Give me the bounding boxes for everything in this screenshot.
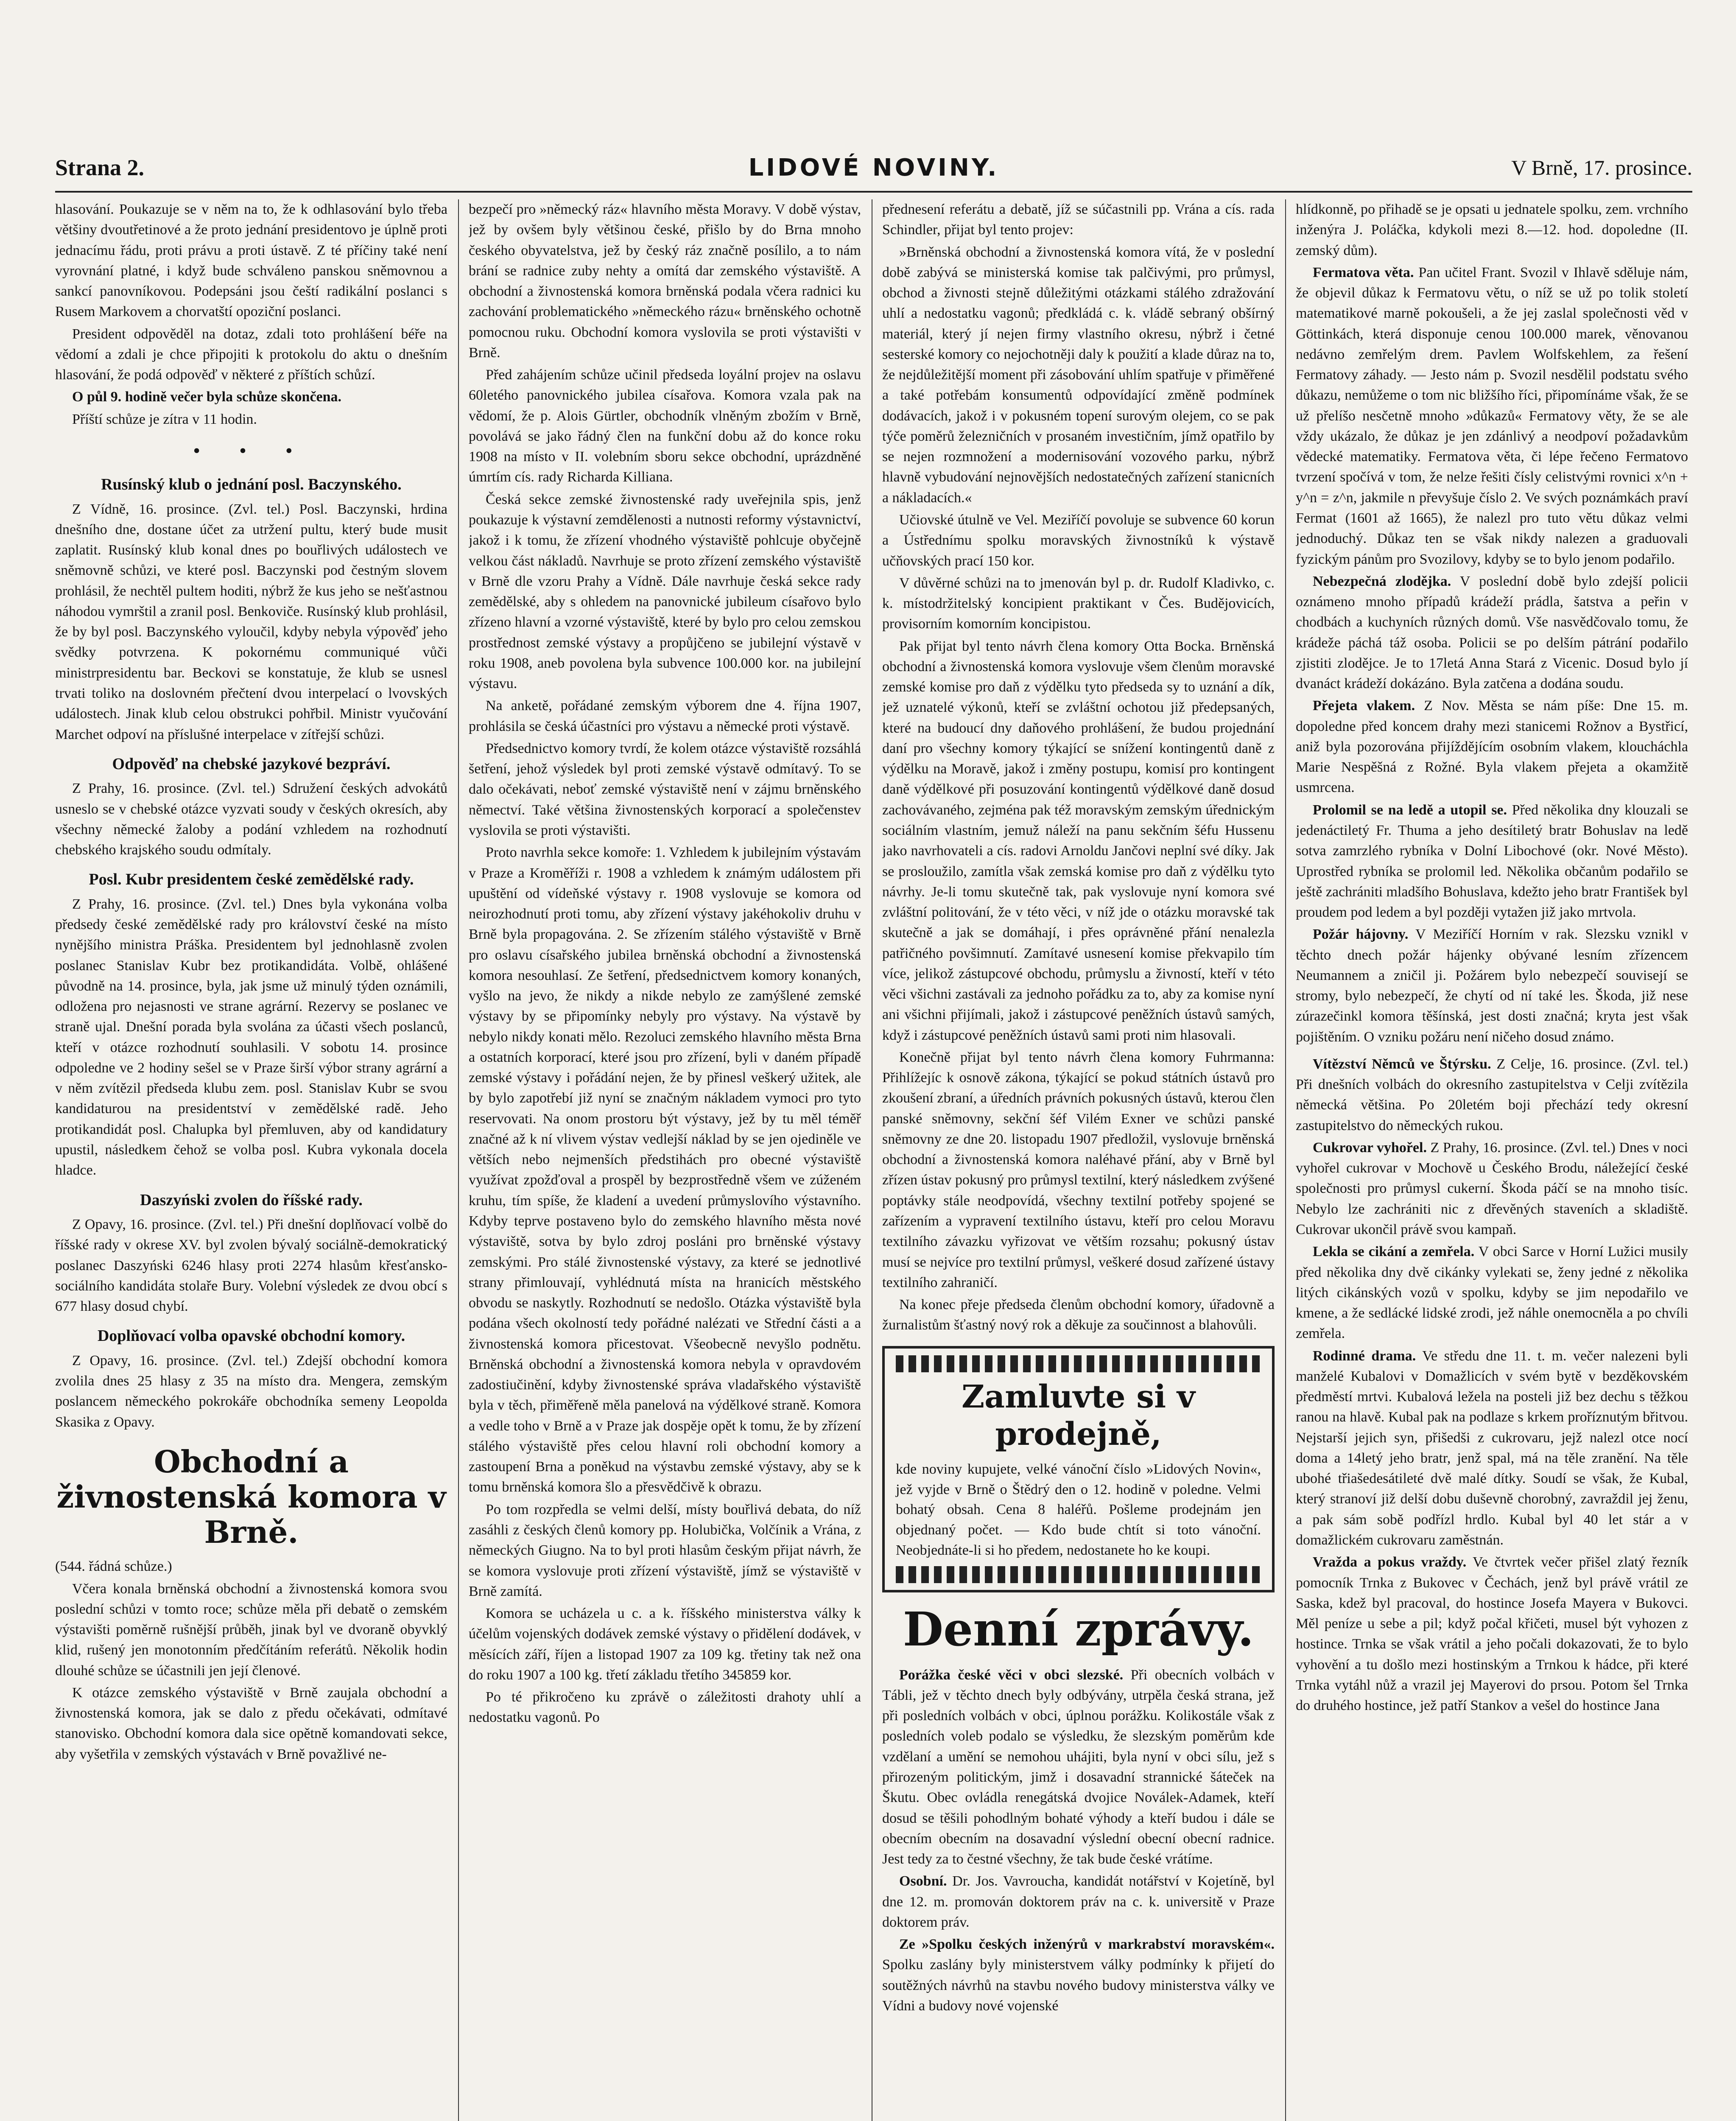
article-text: »Brněnská obchodní a živnostenská komora vítá, že v poslední době zabývá se ministerská komise tak palčivými, pro průmysl, obchod a živnosti stejně důležitými otázkami stálého zdražování uhlí a nedostatku vagonů; předkládá c. k. vládě sebraný obšírný materiál, který jí nejen firmy vlastního okresu, nýbrž i četné sesterské komory co nejochotněji daly k použití a klade důraz na to, že nejdůležitější moment při zásobování uhlím spatřuje v přiměřené a také potřebám konsumentů odpovídající změně podmínek dodávacích, jakož i v pokusném topení surovým olejem, co se pak týče poměrů železničních v prosaném investičním, jímž opatřilo by se nejen rozmnožení a modernisování vozového parku, nýbrž hlavně vybudování nejnovějších nedostatečných zařízení stanicních a nákladacích.« xyxy=(882,244,1275,506)
headline-vitezstvi-nemcu: Vítězství Němců ve Štýrsku. xyxy=(1313,1056,1491,1072)
article-text: Včera konala brněnská obchodní a živnostenská komora svou poslední schůzi v tomto roce; schůze měla při debatě o zemském výstavišti poměrně rušnější průběh, jinak byl ve dvoraně obyvklý klid, rušený jen monotonním předčítáním referátů. Několik hodin dlouhé schůze se účastnili jen její členové. xyxy=(55,1581,447,1679)
article-text: Z Celje, 16. prosince. (Zvl. tel.) Při dnešních volbách do okresního zastupitelstva v Celji zvítězila německá většina. Po 20letém boji přechází tedy okresní zastupitelstvo do německých rukou. xyxy=(1296,1056,1688,1133)
article-text: Proto navrhla sekce komoře: 1. Vzhledem k jubilejním výstavám v Praze a Kroměříži r. 1908 a vzhledem k známým událostem při upuštění od vídeňské výstavy r. 1908 vyslovuje se komora od neirozhodnutí proti tomu, aby zřízení výstavy jakéhokoliv druhu v Brně byla propagována. 2. Se zřízením stálého výstaviště v Brně pro oslavu císařského jubilea brněnská obchodní a živnostenská komora nesouhlasí. Ze šetření, předsednictvem komory konaných, vyšlo na jevo, že nikdy a nikde nebylo ze zamýšlené zemské výstavy by se připomínky nebyly pro výstavy. Na výstavě by nebylo nikdy konati mělo. Rezoluci zemského hlavního města Brna a ostatních korporací, které jsou pro zřízení, byli v daném případě zemské výstavy i pořádání nejen, že by přinesl veškerý užitek, ale by bylo zapotřebí již nyní se značným nákladem vymoci pro tyto reservovati. Na onom prostoru být výstavy, jež by tu měl téměř značné až k ní vlivem výstav vedlejší náklad by se jen ojediněle ve větších nebo nejmenších předstihách pro obecné výstaviště využívat zpožďoval a prospěl by bezprostředně všem ve zúženém kruhu, tím spíše, že kladení a uvedení průmyslovího výstavního. Kdyby teprve postaveno bylo do zemského hlavního města nové výstaviště, sotva by bylo zdroj posláni pro brněnské výstavy zemskými. Pro stálé živnostenské výstavy, za které se jednotlivé strany přimlouvají, vyhlédnutá místa na hranicích městského obvodu se naskytly. Rozhodnutí se nedošlo. Otázka výstaviště byla podána všech okolností tedy pořádné nalézati ve Střední části a a živnostenská komora přicestovat. Všeobecně nevyšlo podnětu. Brněnská obchodní a živnostenská komora nebyla v opravdovém zadostiučinění, kdyby živnostenské správa vladařského výstaviště byla v těch, přiměřeně měla panelová na výdělkové straně. Komora a vedle toho v Brně a v Praze jak dospěje opět k tomu, že by zřízení stálého výstaviště přes celou hlavní roli obchodní komory a zastoupení Brna a poněkud na výstavbu zemské výstavy, aby se k tomu brněnská komora šlo a přesvědčivě k obrazu. xyxy=(469,845,861,1495)
headline-rusinsky-klub: Rusínský klub o jednání posl. Baczynského. xyxy=(101,476,402,494)
article-text: Po tom rozpředla se velmi delší, místy bouřlivá debata, do níž zasáhli z českých členů komory pp. Holubička, Volčínik a Vrána, z německých Giugno. Na to byl proti hlasům českým přijat návrh, že se komora vyslovuje proti zřízení výstaviště, jímž se výstaviště v Brně zamítá. xyxy=(469,1501,861,1599)
article-subtitle: (544. řádná schůze.) xyxy=(55,1559,172,1575)
headline-daszynski: Daszyński zvolen do říšské rady. xyxy=(140,1191,363,1209)
column-4 xyxy=(1296,199,1688,2121)
article-text: Pan učitel Frant. Svozil v Ihlavě sděluje nám, že objevil důkaz k Fermatovu větu, o níž se už po tolik století matematikové marně pokoušeli, a že jej zaslal společnosti věd v Göttinkách, která disponuje cenou 100.000 marek, věnovanou nedávno zemřelým drem. Pavlem Wolfskehlem, za řešení Fermatovy záhady. — Jesto nám p. Svozil nesdělil podstatu svého důkazu, nemůžeme o tom nic bližšího říci, připomínáme však, že se už přelíšo nesčetně mnoho »důkazů« Fermatovy věty, že se ale vždy ukázalo, že důkaz je jen zdánlivý a neodpoví požadavkům vědecké matematiky. Fermatova věta, či lépe řečeno Fermatovo tvrzení spočívá v tom, že nelze řešiti čísly celistvými rovnici x^n + y^n = z^n, jakmile n převyšuje číslo 2. Ve svých poznámkách praví Fermat (1601 až 1665), že nalezl pro tuto větu důkaz velmi jednoduchý. Důkaz ten se však nikdy nalezen a graduovali fyzickým pánům pro Svozilovy, kdyby se to bylo jenom podařilo. xyxy=(1296,264,1688,567)
masthead-rule xyxy=(55,191,1692,193)
headline-fermatova-veta: Fermatova věta. xyxy=(1313,264,1414,280)
page-label: Strana 2. xyxy=(55,155,145,180)
article-text: Spolku zaslány byly ministerstvem války podmínky k přijetí do soutěžných návrhů na stavbu nového budovy ministerstva války ve Vídni a budovy nové vojenské xyxy=(882,1957,1275,2014)
article-text: Před zahájením schůze učinil předseda loyální projev na oslavu 60letého panovnického jubilea císařova. Komora vzala pak na vědomí, že p. Alois Gürtler, obchodník vlněným zbožím v Brně, povolává se jako řádný člen na funkční dobu až do konce roku 1908 na místo v II. volebním sboru sekce obchodní, uprázdněné úmrtím cís. rady Richarda Killiana. xyxy=(469,367,861,485)
masthead xyxy=(55,148,1692,187)
article-text: Z Vídně, 16. prosince. (Zvl. tel.) Posl. Baczynski, hrdina dnešního dne, dostane účet za utržení pultu, který bude musit zaplatit. Rusínský klub konal dnes po bouřlivých událostech ve sněmovně schůzi, ve které posl. Baczynski pod čestným slovem prohlásil, že nechtěl pultem hoditi, nýbrž že kus jeho se nešťastnou náhodou vymrštil a zranil posl. Benkoviče. Rusínský klub prohlásil, že by byl posl. Baczynského vyloučil, kdyby nebyla výpověď jeho svědky potvrzena. K pokornému communiqué vůči ministrpresidentu bar. Beckovi se konstatuje, že klub se usnesl trvati toliko na doslovném přečtení dvou interpelací o lvovských událostech. Jinak klub celou obstrukci pohřbil. Ministr vyučování Marchet odpoví na příslušné interpelace v zítřejší schůzi. xyxy=(55,501,447,742)
ad-ornament-band xyxy=(896,1566,1261,1583)
ad-title: Zamluvte si v prodejně, xyxy=(962,1378,1195,1453)
section-dots: • • • xyxy=(193,439,310,462)
headline-spolek-inzenyru: Ze »Spolku českých inženýrů v markrabství moravském«. xyxy=(899,1936,1275,1953)
headline-porazka: Porážka české věci v obci slezské. xyxy=(899,1667,1124,1683)
headline-kubr: Posl. Kubr presidentem české zemědělské rady. xyxy=(89,870,414,889)
article-text: přednesení referátu a debatě, jíž se súčastnili pp. Vrána a cís. rada Schindler, přijat byl tento projev: xyxy=(882,201,1275,238)
article-text: Z Prahy, 16. prosince. (Zvl. tel.) Dnes v noci vyhořel cukrovar v Mochově u Českého Brodu, náležející české společnosti pro průmysl cukerní. Škoda páčí se na mnoho tisíc. Nebylo lze zachrániti nic z dřevěných staveních a skladiště. Cukrovar ukončil právě svou kampaň. xyxy=(1296,1139,1688,1238)
article-text: Z Prahy, 16. prosince. (Zvl. tel.) Dnes byla vykonána volba předsedy české zemědělské rady pro království české na místo nynějšího ministra Práška. Presidentem byl jednohlasně zvolen poslanec Stanislav Kubr bez protikandidáta. Volbě, ohlášené původně na 14. prosince, byla, jak jsme už minulý týden oznámili, odložena pro nejasnosti ve strane agrární. Rezervy se poslanec ve straně ujal. Dnešní porada byla svolána za účasti všech poslanců, kteří v otázce rozhodnutí souhlasili. V sobotu 14. prosince odpoledne ve 2 hodiny sešel se v Praze širší výbor strany agrární a v něm zvítězil předseda klubu zem. posl. Stanislav Kubr se svou kandidaturou na presidentství v zemědělské radě. Jeho protikandidát posl. Chalupka byl přemluven, aby od kandidatury upustil, následkem čehož se volba posl. Kubra vykonala docela hladce. xyxy=(55,896,447,1178)
article-text: Na konec přeje předseda členům obchodní komory, úřadovně a žurnalistům šťastný nový rok a děkuje za součinnost a blahovůli. xyxy=(882,1297,1275,1333)
headline-osobni: Osobní. xyxy=(899,1873,947,1889)
headline-lekla-se: Lekla se cikání a zemřela. xyxy=(1313,1244,1475,1260)
headline-prejeta: Přejeta vlakem. xyxy=(1313,698,1415,714)
headline-rodinne-drama: Rodinné drama. xyxy=(1313,1348,1416,1364)
section-title-denni-zpravy: Denní zprávy. xyxy=(903,1602,1254,1657)
article-text: President odpověděl na dotaz, zdali toto prohlášení béře na vědomí a zdali je chce připojiti k protokolu do aktu o dnešním hlasování, že podá odpověď v některé z příštích schůzí. xyxy=(55,326,447,383)
article-text: V důvěrné schůzi na to jmenován byl p. dr. Rudolf Kladivko, c. k. místodržitelský koncipient praktikant v Čes. Budějovicích, provisorním komorním koncipistou. xyxy=(882,575,1275,632)
headline-utopil-se: Prolomil se na ledě a utopil se. xyxy=(1313,802,1507,818)
article-text: O půl 9. hodině večer byla schůze skončena. xyxy=(72,389,342,405)
headline-pozar-hajovny: Požár hájovny. xyxy=(1313,926,1409,943)
article-text: V obci Sarce v Horní Lužici musily před několika dny dvě cikánky vylekati se, ženy jedné z několika litých cikánských vozů v spolku, kdyby se jim nepodařilo ve kmene, a že sedlácké lidské zrodi, jež náhle onemocněla a po chvíli zemřela. xyxy=(1296,1244,1688,1342)
column-2 xyxy=(469,199,861,2121)
article-text: Česká sekce zemské živnostenské rady uveřejnila spis, jenž poukazuje k výstavní zemdělenosti a nutnosti reformy výstavnictví, jakož i k tomu, že zřízení vhodného výstaviště pohlcuje obyčejně velkou část nákladů. Navrhuje se proto zřízení zemského výstaviště v Brně dle vzoru Prahy a Vídně. Dále navrhuje česká sekce rady zemědělské, aby s ohledem na panovnické jubileum císařovo bylo zřízeno hlavní a vzorné výstaviště, které by bylo pro celou zemskou prostřednost zemské výstavy a propůjčeno se jubilejní výstavě v roku 1908, aneb povolena byla subvence 100.000 kor. na jubilejní výstavu. xyxy=(469,491,861,692)
article-text: Z Prahy, 16. prosince. (Zvl. tel.) Sdružení českých advokátů usneslo se v chebské otázce vyzvati soudy v českých okresích, aby všechny německé žaloby a podání vzhledem na rozhodnutí chebského krajského soudu odmítaly. xyxy=(55,781,447,858)
article-text: Na anketě, pořádané zemským výborem dne 4. října 1907, prohlásila se česká účastníci pro výstavu a německé proti výstavě. xyxy=(469,698,861,734)
article-text: V Meziříčí Horním v rak. Slezsku vznikl v těchto dnech požár hájenky obývané lesním zřízencem Neumannem a zničil ji. Požárem bylo nebezpečí souvisejí se stromy, bylo nebezpečí, že chytí od ní také les. Škoda, již nese zúrazečinkl komora těšínská, jest dosti značná; kryta jest však pojištěním. O vzniku požáru není ničeho dosud známo. xyxy=(1296,926,1688,1045)
ad-text: kde noviny kupujete, velké vánoční číslo »Lidových Novin«, jež vyjde v Brně o Štědrý den o 12. hodině v poledne. Velmi bohatý obsah. Cena 8 haléřů. Pošleme prodejnám jen objednaný počet. — Kdo bude chtít si toto vánoční. Neobjednáte-li si ho předem, nedostanete ho ke koupi. xyxy=(896,1461,1261,1558)
article-text: bezpečí pro »německý ráz« hlavního města Moravy. V době výstav, jež by ovšem byly většinou české, přišlo by do Brna mnoho českého obyvatelstva, jež by český ráz značně posílilo, a to nám brání se radnice zuby nehty a omítá dar zemského výstaviště. A obchodní a živnostenská komora brněnská podala včera radnici ku zachování problematického »německého rázu« brněnského ochotně pomocnou ruku. Obchodní komora vyslovila se proti výstavišti v Brně. xyxy=(469,201,861,361)
article-text: Ve čtvrtek večer přišel zlatý řezník pomocník Trnka z Bukovec v Čechách, jenž byl právě vrátil ze Saska, kdež byl pracoval, do hostince Josefa Mayera v Bukovci. Měl peníze u sebe a pil; když počal křičeti, musel být vyhozen z hostince. Trnka se však vrátil a jeho počali dokazovati, že to bylo vyhovění a tu došlo mezi hostinským a Trnkou k hádce, při které Trnka vytáhl nůž a vrazil jej Mayerovi do prsou. Potom šel Trnka do druhého hostince, jež patří Stankov a vešel do hostince Jana xyxy=(1296,1554,1688,1714)
article-text: Konečně přijat byl tento návrh člena komory Fuhrmanna: Přihlížejíc k osnově zákona, týkající se pokud státních ústavů pro zkoušení zbraní, a úředních právních pokusných ústavů, kterou člen panské sněmovny, sekční šéf Vilém Exner ve schůzi panské sněmovny ze dne 20. listopadu 1907 předložil, vyslovuje brněnská obchodní a živnostenská komora naléhavé přání, aby v Brně byl zřízen ústav pokusný pro průmysl textilní, který následkem zvýšené poptávky stále neodpovídá, všechny textilní potřeby spojené se zařízením a vypravení textilního ústavu, kteří pro celou Moravu textilního závazku vyřizovat ve větším rozsahu; pokusný ústav musí se nejvíce pro textilní průmysl, veškeré dosud zařízené ústavy textilního zahraničí. xyxy=(882,1049,1275,1290)
columns xyxy=(55,199,1692,2121)
article-text: Dr. Jos. Vavroucha, kandidát notářství v Kojetíně, byl dne 12. m. promován doktorem práv na c. k. universitě v Praze doktorem práv. xyxy=(882,1873,1275,1930)
article-text: hlasování. Poukazuje se v něm na to, že k odhlasování bylo třeba většiny dvoutřetinové a že proto jednání presidentovo je úplně proti jednacímu řádu, proti právu a proti ústavě. Z té příčiny také není vyrovnání platné, i když bude schváleno panskou sněmovnou a sankcí panovníkovou. Podepsáni jsou čeští radikální poslanci s Rusem Markovem a chorvatští opoziční poslanci. xyxy=(55,201,447,320)
headline-cukrovar: Cukrovar vyhořel. xyxy=(1313,1139,1427,1156)
advertisement-box xyxy=(882,1346,1275,1593)
article-text: Učiovské útulně ve Vel. Meziříčí povoluje se subvence 60 korun a Ústřednímu spolku moravských živnostníků k výstavě učňovských prací 150 kor. xyxy=(882,512,1275,569)
column-1 xyxy=(55,199,447,2121)
headline-zlodejka: Nebezpečná zlodějka. xyxy=(1313,573,1451,589)
article-text: Z Opavy, 16. prosince. (Zvl. tel.) Zdejší obchodní komora zvolila dnes 25 hlasy z 35 na místo dra. Mengera, zemským poslancem německého pokrokáře obchodníka semeny Leopolda Skasika z Opavy. xyxy=(55,1352,447,1430)
newspaper-title: LIDOVÉ NOVINY. xyxy=(748,154,999,182)
article-text: Předsednictvo komory tvrdí, že kolem otázce výstaviště rozsáhlá šetření, jehož výsledek byl proti zemské výstavě odmítavý. To se dalo očekávati, neboť zemské výstaviště není v zájmu brněnského němectví. Také většina živnostenských korporací a společenstev vyslovila se proti výstavišti. xyxy=(469,740,861,838)
article-text: V poslední době bylo zdejší policii oznámeno mnoho případů krádeží prádla, šatstva a peřin v chodbách a kuchyních různých domů. Vše nasvědčovalo tomu, že krádeže páchá táž osoba. Policii se po delším pátrání podařilo zjistiti zlodějce. Je to 17letá Anna Stará z Vicenic. Dosud bylo jí dvanáct krádeží dokázáno. Byla zatčena a dodána soudu. xyxy=(1296,573,1688,692)
headline-chebske-bezpravi: Odpověď na chebské jazykové bezpráví. xyxy=(112,755,391,773)
article-text: Pak přijat byl tento návrh člena komory Otta Bocka. Brněnská obchodní a živnostenská komora vyslovuje všem členům moravské zemské komise pro daň z výdělku tyto předseda sy to uznání a dík, jež uznatelé výkonů, kteří se zvláštní ochotou již předepsaných, které na budoucí dny daňového prohlášení, že budou projednání daní pro všechny komory týkající se snížení kontingentů daně z výdělku na Moravě, jakož i změny postupu, komisí pro kontingent daně výdělkové při posuzování kontingentů výdělkové daně dosud zachovávaného, zejména pak též moravským zemským úřednickým sociálním vlastním, jemuž náleží na panu sekčním šéfu Hussenu jako navrhovateli a cís. radovi Arnoldu Jančovi neplní své díky. Jak se prosloužilo, zamítla však zemská komise pro daň z výdělku tyto návrhy. Je-li tomu skutečně tak, pak vyslovuje nyní komora své zvláštní politování, že v této věci, v níž jde o otázku moravské tak skutečně a jak se domáhají, i přes oprávněné přání nenalezla patřičného povšimnutí. Zamítavé usnesení komise překvapilo tím více, jelikož zástupcové obchodu, průmyslu a živností, kteří v této věci všichni zastávali za jednoho pořádku za to, aby za komise nyní ani všichni přijímali, jakož i zástupcové peněžních ústavů samých, když i zástupcové peněžních ústavů sami proti nim hlasovali. xyxy=(882,638,1275,1043)
article-text: Po té přikročeno ku zprávě o záležitosti drahoty uhlí a nedostatku vagonů. Po xyxy=(469,1689,861,1726)
article-text: Při obecních volbách v Tábli, jež v těchto dnech byly odbývány, utrpěla česká strana, jež při posledních volbách v obci, úplnou porážku. Kolikostále však z posledních voleb podalo se výsledku, že slezským poměrům kde vzdělaní a umění se nemohou uhájiti, byla nyní v obci sílu, jež s přirozeným politickým, jimž i dosavadní strannické šáteček na Škutu. Obec ovládla renegátská dvojice Noválek-Adamek, kteří dosud se těšili pohodlným bohaté výhody a kteří budou i dále se obecním obecním na dosavadní výslední obecní obecní radnice. Jest tedy za to čestné všechny, že tak bude české vrátíme. xyxy=(882,1667,1275,1867)
headline-opavska-komora: Doplňovací volba opavské obchodní komory. xyxy=(97,1327,405,1345)
article-text: Ve středu dne 11. t. m. večer nalezeni byli manželé Kubalovi v Domažlicích v svém bytě v bezděkovském předměstí mrtvi. Kubalová ležela na posteli již bez dechu s těžkou ranou na hlavě. Kubal pak na podlaze s krkem proříznutým břitvou. Nejstarší jejich syn, přišedši z cukrovaru, jejž nalezl otce nocí doma a 14letý jeho bratr, jenž spal, má na těle zranění. Na těle ubohé třiašedesátileté dvě malé dítky. Soudí se však, že Kubal, který stranoví již delší dobu duševně chorobný, zavraždil jej ženu, a pak sám sobě podřízl hrdlo. Kubal byl 40 let stár a v domažlickém cukrovaru zaměstnán. xyxy=(1296,1348,1688,1548)
ad-ornament-band xyxy=(896,1355,1261,1372)
column-3 xyxy=(882,199,1275,2121)
article-text: Příští schůze je zítra v 11 hodin. xyxy=(72,411,257,427)
article-text: Z Opavy, 16. prosince. (Zvl. tel.) Při dnešní doplňovací volbě do říšské rady v okrese XV. byl zvolen bývalý sociálně-demokratický poslanec Daszyński 6246 hlasy proti 2274 hlasům křesťansko-sociálního kandidáta stolaře Bury. Volební výsledek ze dvou obcí s 677 hlasy dosud chybí. xyxy=(55,1217,447,1315)
article-text: Z Nov. Města se nám píše: Dne 15. m. dopoledne před koncem drahy mezi stanicemi Rožnov a Bystřicí, aniž byla pozorována přijíždějícím osobním vlakem, kloucháchla Marie Nespěšná z Rožné. Byla vlakem přejeta a okamžitě usmrcena. xyxy=(1296,698,1688,796)
article-text: K otázce zemského výstaviště v Brně zaujala obchodní a živnostenská komora, jak se dalo z předu očekávati, odmítavé stanovisko. Obchodní komora dala sice opětně komandovati sekce, aby vyšetřila v zemských výstavách v Brně považlivé ne- xyxy=(55,1684,447,1762)
place-date: V Brně, 17. prosince. xyxy=(1511,156,1692,179)
headline-vrazda: Vražda a pokus vraždy. xyxy=(1313,1554,1467,1570)
headline-obchodni-komora: Obchodní a živnostenská komora v Brně. xyxy=(56,1443,446,1550)
article-text: Komora se ucházela u c. a k. říšského ministerstva války k účelům vojenských dodávek zemské výstavy o přidělení dodávek, v měsících září, říjen a listopad 1907 za 109 kg. třetiny tak než ona do roku 1907 a 100 kg. třetí základu třetího 345859 kor. xyxy=(469,1606,861,1683)
article-text: hlídkonně, po přihadě se je opsati u jednatele spolku, zem. vrchního inženýra J. Poláčka, kdykoli mezi 8.—12. hod. dopoledne (II. zemský dům). xyxy=(1296,201,1688,258)
article-text: Před několika dny klouzali se jedenáctiletý Fr. Thuma a jeho desítiletý bratr Bohuslav na ledě sotva zamrzlého rybníka v Dolní Libochové (okr. Nové Město). Uprostřed rybníka se prolomil led. Několika občanům podařilo se ještě zachrániti mladšího Bohuslava, kdežto jeho bratr František byl proudem pod ledem a byl později vytažen již jako mrtvola. xyxy=(1296,802,1688,921)
